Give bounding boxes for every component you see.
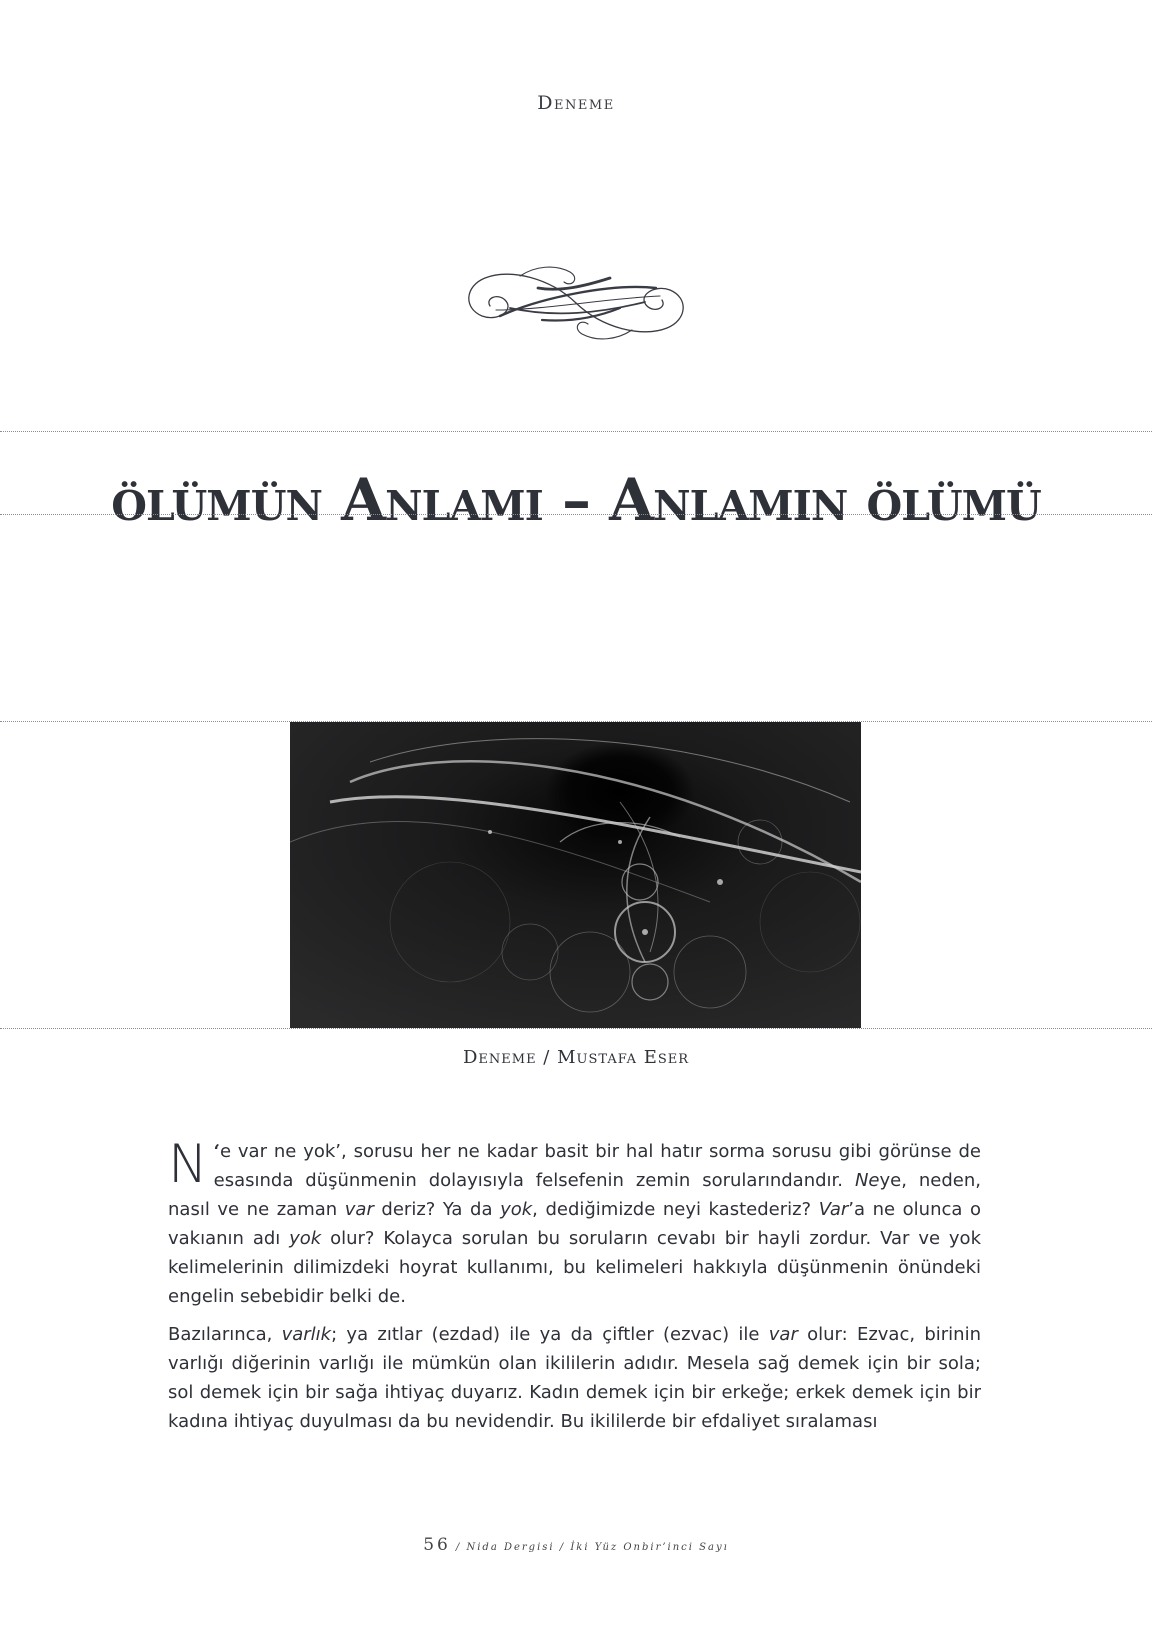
article-body [168, 1134, 981, 1445]
magazine-name: / Nida Dergisi / İki Yüz Onbir’inci Sayı [455, 1542, 729, 1553]
opening-quote: ‘ [213, 1141, 220, 1162]
paragraph-2 [168, 1320, 981, 1436]
page-number: 56 [423, 1535, 451, 1555]
emphasis: yok [500, 1199, 533, 1220]
text-run: olur: Ezvac, birinin varlığı diğerinin varlığı ile mümkün olan ikililerin adıdır. Mesela sağ demek için bir sola; sol demek için bir sağa ihtiyaç duyarız. Kadın demek için bir erkeğe; erkek demek için bir kadına ihtiyaç duyulması da bu nevidendir. Bu ikililerde bir efdaliyet sıralaması [168, 1324, 981, 1432]
text-run: ; ya zıtlar (ezdad) ile ya da çiftler (ezvac) ile [331, 1324, 769, 1345]
emphasis: var [344, 1199, 374, 1220]
drop-cap: N [168, 1134, 208, 1195]
flourish-ornament-icon [460, 258, 692, 348]
title-rule-bottom [0, 514, 1152, 515]
article-byline: Deneme / Mustafa Eser [462, 1047, 690, 1068]
article-title: ölümün Anlamı – Anlamın ölümü [111, 465, 1041, 534]
text-run: Bazılarınca, [168, 1324, 282, 1345]
section-label: Deneme [537, 92, 615, 114]
text-run: ye, neden, nasıl ve ne zaman [168, 1170, 981, 1220]
emphasis: varlık [281, 1324, 332, 1345]
paragraph-1 [168, 1134, 981, 1311]
fractal-abstract-image [290, 722, 861, 1028]
text-run: deriz? Ya da [373, 1199, 501, 1220]
emphasis: var [768, 1324, 798, 1345]
article-hero-image [290, 722, 861, 1028]
text-run: e var ne yok’, sorusu her ne kadar basit bir hal hatır sorma sorusu gibi görünse de esasında düşünmenin dolayısıyla felsefenin zemin sorularındandır. [213, 1141, 981, 1191]
emphasis: Var [818, 1199, 849, 1220]
text-run: olur? Kolayca sorulan bu soruların cevabı bir hayli zordur. Var ve yok kelimelerinin dilimizdeki hoyrat kullanımı, bu kelimeleri hakkıyla düşünmenin önündeki engelin sebebidir belki de. [168, 1228, 981, 1307]
page-footer [0, 1535, 1152, 1555]
text-run: , dediğimizde neyi kastederiz? [532, 1199, 819, 1220]
emphasis: Ne [854, 1170, 880, 1191]
image-rule-bottom [0, 1028, 1152, 1029]
text-run: ’a ne olunca o vakıanın adı [168, 1199, 981, 1249]
title-rule-top [0, 431, 1152, 432]
emphasis: yok [289, 1228, 322, 1249]
